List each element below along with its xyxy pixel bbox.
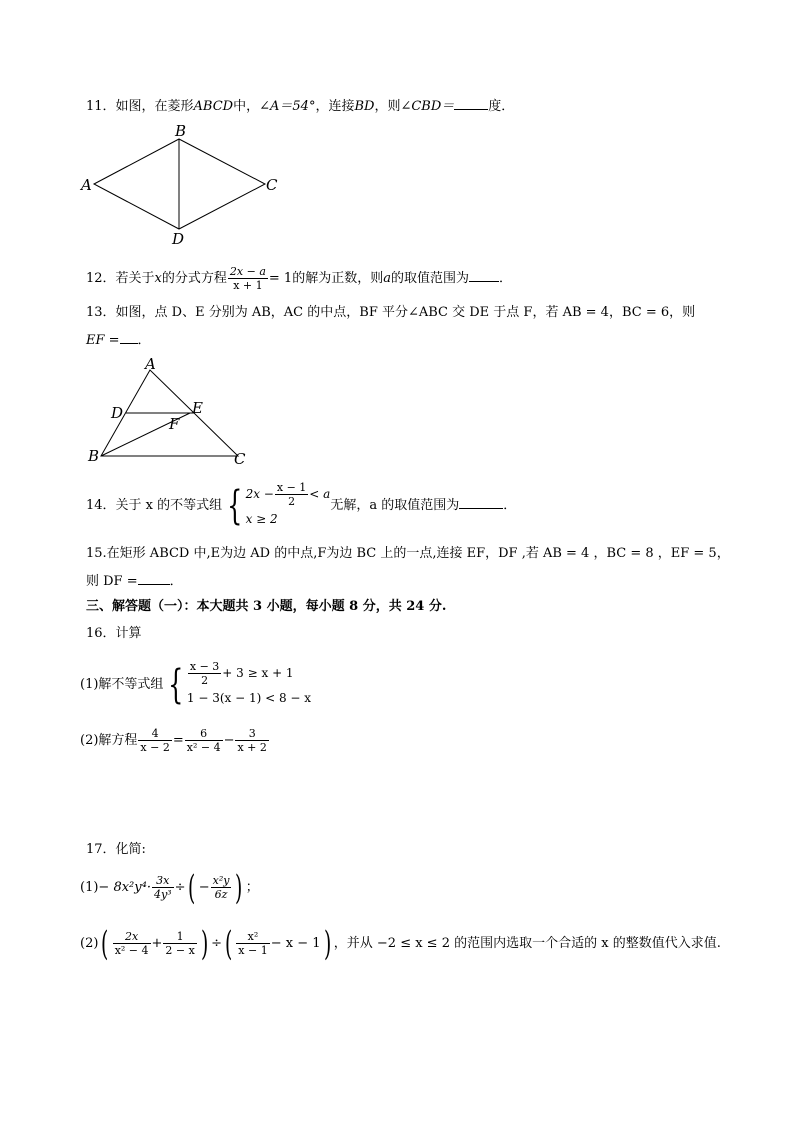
question-14: 14．关于 x 的不等式组 { 2x − $\frac{x - 1}{2}$ < a x ≥ 2 无解，a 的取值范围为 ． (86, 481, 517, 529)
label-c: C (266, 176, 278, 194)
question-16-part1: (1)解不等式组 { $\frac{x - 3}{2}$ + 3 ≥ x + 1 1 − 3(x − 1) < 8 − x (80, 660, 312, 708)
label-c: C (234, 450, 246, 467)
question-13-line1: 13．如图，点 D、E 分别为 AB，AC 的中点，BF 平分∠ABC 交 DE 于点 F，若 AB = 4，BC = 6，则 (86, 305, 696, 320)
answer-blank[interactable] (138, 571, 170, 585)
rhombus-figure (78, 120, 288, 252)
label-d: D (111, 404, 124, 422)
answer-blank[interactable] (469, 268, 499, 282)
question-15-line2: 则 DF = ． (86, 571, 183, 591)
question-13-line2: EF = ． (86, 330, 151, 350)
inequality-system: $\frac{x - 3}{2}$ + 3 ≥ x + 1 1 − 3(x − 1) < 8 − x (186, 660, 312, 705)
question-16-part2: (2)解方程 $\frac{4}{x - 2}$ = $\frac{6}{\text{x² − 4}}$ − $\frac{3}{x + 2}$ (80, 727, 267, 754)
label-b: B (88, 447, 100, 465)
answer-blank[interactable] (120, 330, 138, 344)
inequality-system: 2x − $\frac{x - 1}{2}$ < a x ≥ 2 (245, 481, 331, 526)
question-17-part1: (1)− 8x²y⁴· $\frac{3x}{\text{4y³}}$ ÷( − $\frac{\text{x²y}}{6z}$ ) ； (80, 867, 259, 908)
label-e: E (192, 399, 203, 417)
question-12: 12．若关于x的分式方程 $\frac{2x - a}{x + 1}$ = 1的解为正数，则a的取值范围为 ． (86, 265, 512, 292)
question-15-line1: 15.在矩形 ABCD 中,E为边 AD 的中点,F为边 BC 上的一点,连接 EF，DF ,若 AB = 4 ，BC = 8 ，EF = 5， (86, 546, 730, 561)
question-17-title: 17．化简: (86, 842, 146, 857)
answer-blank[interactable] (459, 495, 503, 509)
label-a: A (145, 355, 156, 373)
question-17-part2: (2)( $\frac{2x}{\text{x² − 4}}$ + $\frac{1}{2 - x}$ ) ÷( $\frac{\text{x²}}{x - 1}$ − x − 1) ，并从 −2 ≤ x ≤ 2 的范围内选取一个合适的 x 的整数值代入求值. (80, 923, 721, 964)
question-16-title: 16．计算 (86, 626, 142, 641)
answer-blank[interactable] (454, 96, 488, 110)
label-a: A (81, 176, 92, 194)
label-f: F (169, 415, 180, 433)
question-11: 11．如图，在菱形ABCD中，∠A＝54°，连接BD，则∠CBD＝ 度． (86, 96, 514, 116)
triangle-figure (84, 355, 254, 467)
section-heading: 三、解答题（一）：本大题共 3 小题，每小题 8 分，共 24 分. (86, 599, 447, 614)
label-b: B (175, 122, 187, 140)
equation-fraction: $\frac{2x - a}{x + 1}$ (229, 265, 266, 292)
label-d: D (172, 230, 185, 248)
